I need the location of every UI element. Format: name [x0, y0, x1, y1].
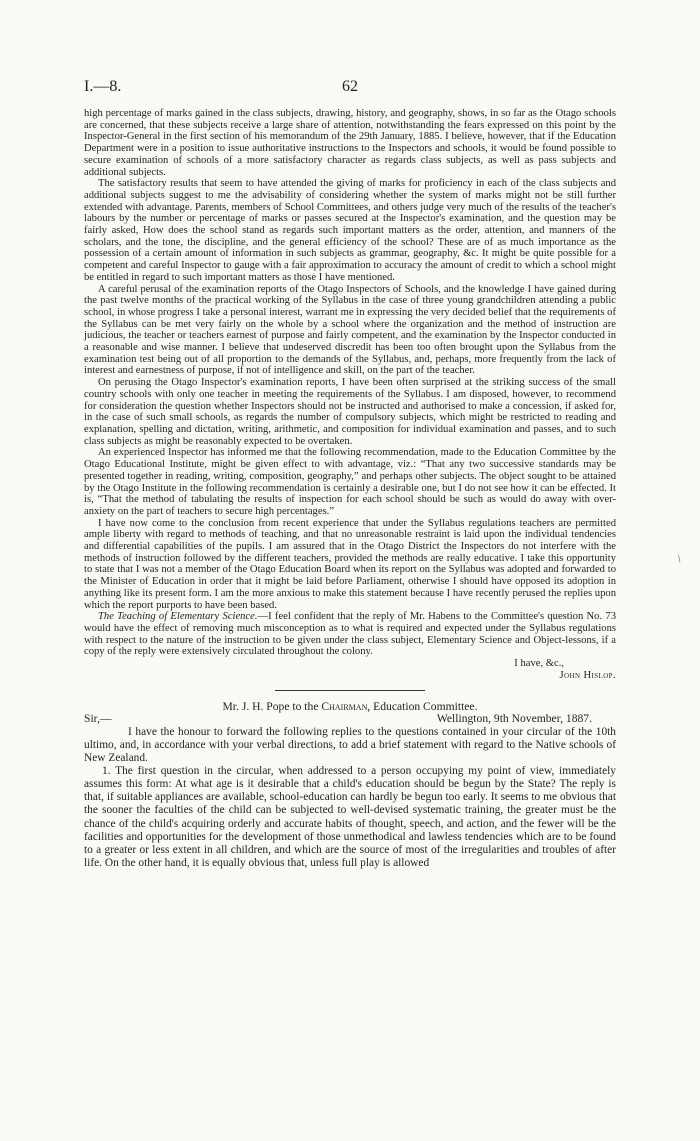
paragraph: A careful perusal of the examination reports of the Otago Inspectors of Schools, and the knowledge I have gained during the past twelve months of the practical working of the Syllabus in the case of three young grandchildren attending a public school, in whose progress I take a personal interest, warrant me in expressing the very decided belief that the requirements of the Syllabus can be met very fairly on the whole by a school where the organization and the method of instruction are judicious, the teacher or teachers earnest of purpose and fairly competent, and the examination by the Inspector conducted in a reasonable and wise manner. I believe that undeserved discredit has been too often brought upon the Syllabus from the examination test being out of all proportion to the demands of the Syllabus, and, perhaps, more frequently from the lack of interest and earnestness of purpose, if not of intelligence and skill, on the part of the teacher. [84, 283, 616, 377]
salutation-row [84, 713, 616, 725]
salutation: Sir,— [84, 712, 112, 726]
closing-text: I have, &c., [514, 658, 564, 670]
letter-body [84, 726, 616, 870]
document-reference: I.—8. [84, 78, 122, 95]
paragraph: high percentage of marks gained in the class subjects, drawing, history, and geography, shows, in so far as the Otago schools are concerned, that these subjects receive a large share of attention, notwithstanding the fears expressed on this point by the Inspector-General in the first section of his memorandum of the 29th January, 1885. I believe, however, that if the Education Department were in a position to issue authoritative instructions to the Inspectors and schools, it would be found possible to secure examination of schools of a more satisfactory character as regards class subjects, as well as pass subjects and additional subjects. [84, 108, 616, 178]
paragraph: On perusing the Otago Inspector's examination reports, I have been often surprised at the striking success of the small country schools with only one teacher in meeting the requirements of the Syllabus. I am disposed, however, to recommend for consideration the question whether Inspectors should not be instructed and authorised to make a concession, if asked for, in the case of such small schools, as regards the number of compulsory subjects, which might be restricted to reading and explanation, spelling and dictation, writing, arithmetic, and composition for individual examination and passes, and to such class subjects as might be reasonably expected to be overtaken. [84, 377, 616, 447]
letter-title-prefix: Mr. J. H. Pope to the [222, 700, 319, 714]
margin-mark: / [675, 553, 684, 565]
place-date: Wellington, 9th November, 1887. [436, 712, 592, 726]
closing [84, 658, 616, 670]
page-header [84, 78, 616, 98]
paragraph-text: —I feel confident that the reply of Mr. Habens to the Committee's question No. 73 would have the effect of removing much misconception as to what is required and expected under the Syllabus regulations with respect to the nature of the instruction to be given under the class subject, Elementary Science and Object-lessons, if a copy of the reply were extensively circulated throughout the colony. [84, 611, 616, 658]
paragraph: An experienced Inspector has informed me that the following recommendation, made to the Education Committee by the Otago Educational Institute, might be given effect to with advantage, viz.: “That any two successive standards may be presented together in reading, writing, composition, geography,” and perhaps other subjects. The object sought to be attained by the Otago Institute in the following recommendation is certainly a desirable one, but I do not see how it can be effected. It is, “That the method of tabulating the results of inspection for each school should be such as would do away with over-anxiety on the part of teachers to secure high percentages.” [84, 447, 616, 517]
paragraph: I have now come to the conclusion from recent experience that under the Syllabus regulations teachers are permitted ample liberty with regard to methods of teaching, and that no unreasonable restraint is laid upon the individual tendencies and differential capabilities of the pupils. I am assured that in the Otago District the Inspectors do not interfere with the methods of instruction followed by the different teachers, provided the methods are really educative. I take this opportunity to state that I was not a member of the Otago Education Board when its report on the Syllabus was adopted and forwarded to the Minister of Education in order that it might be laid before Parliament, otherwise I should have opposed its adoption in anything like its present form. I am the more anxious to make this statement because I have recently perused the replies upon which the report purports to have been based. [84, 517, 616, 611]
page-body [84, 108, 616, 870]
paragraph: The satisfactory results that seem to have attended the giving of marks for proficiency in each of the class subjects and additional subjects suggest to me the advisability of considering whether the system of marks might not be still further extended with advantage. Parents, members of School Committees, and others judge very much of the results of the teacher's labours by the number or percentage of marks or passes secured at the Inspector's examination, and the question may be fairly asked, How does the school stand as regards such important matters as the order, attention, and manners of the scholars, and the tone, the discipline, and the general efficiency of the school? These are of as much importance as the possession of a certain amount of information in such subjects as grammar, geography, &c. It might be quite possible for a competent and careful Inspector to gauge with a fair approximation to accuracy the amount of credit to which a school might be entitled in regard to such important matters as those I have mentioned. [84, 178, 616, 283]
letter-title-chairman: Chairman [321, 700, 368, 714]
page-number: 62 [342, 78, 358, 95]
letter-paragraph: I have the honour to forward the following replies to the questions contained in your circular of the 10th ultimo, and, in accordance with your verbal directions, to add a brief statement with regard to the Native schools of New Zealand. [84, 725, 616, 765]
paragraph-science [84, 611, 616, 658]
letter-paragraph: 1. The first question in the circular, when addressed to a person occupying my point of view, immediately assumes this form: At what age is it desirable that a child's education should be begun by the State? The reply is that, if suitable appliances are available, school-education can hardly be begun too early. It seems to me obvious that the sooner the faculties of the child can be subjected to well-devised systematic training, the greater must be the chance of the child's acquiring orderly and accurate habits of thought, speech, and action, and the fewer will be the facilities and opportunities for the development of those unmethodical and lawless tendencies which are to be found to a greater or less extent in all children, and which are the source of most of the irregularities and troubles of after life. On the other hand, it is equally obvious that, unless full play is allowed [84, 765, 616, 869]
signature: John Hislop. [559, 669, 616, 681]
section-heading: The Teaching of Elementary Science. [98, 611, 258, 623]
letter-title-suffix: , Education Committee. [367, 700, 478, 714]
section-divider [275, 690, 425, 691]
